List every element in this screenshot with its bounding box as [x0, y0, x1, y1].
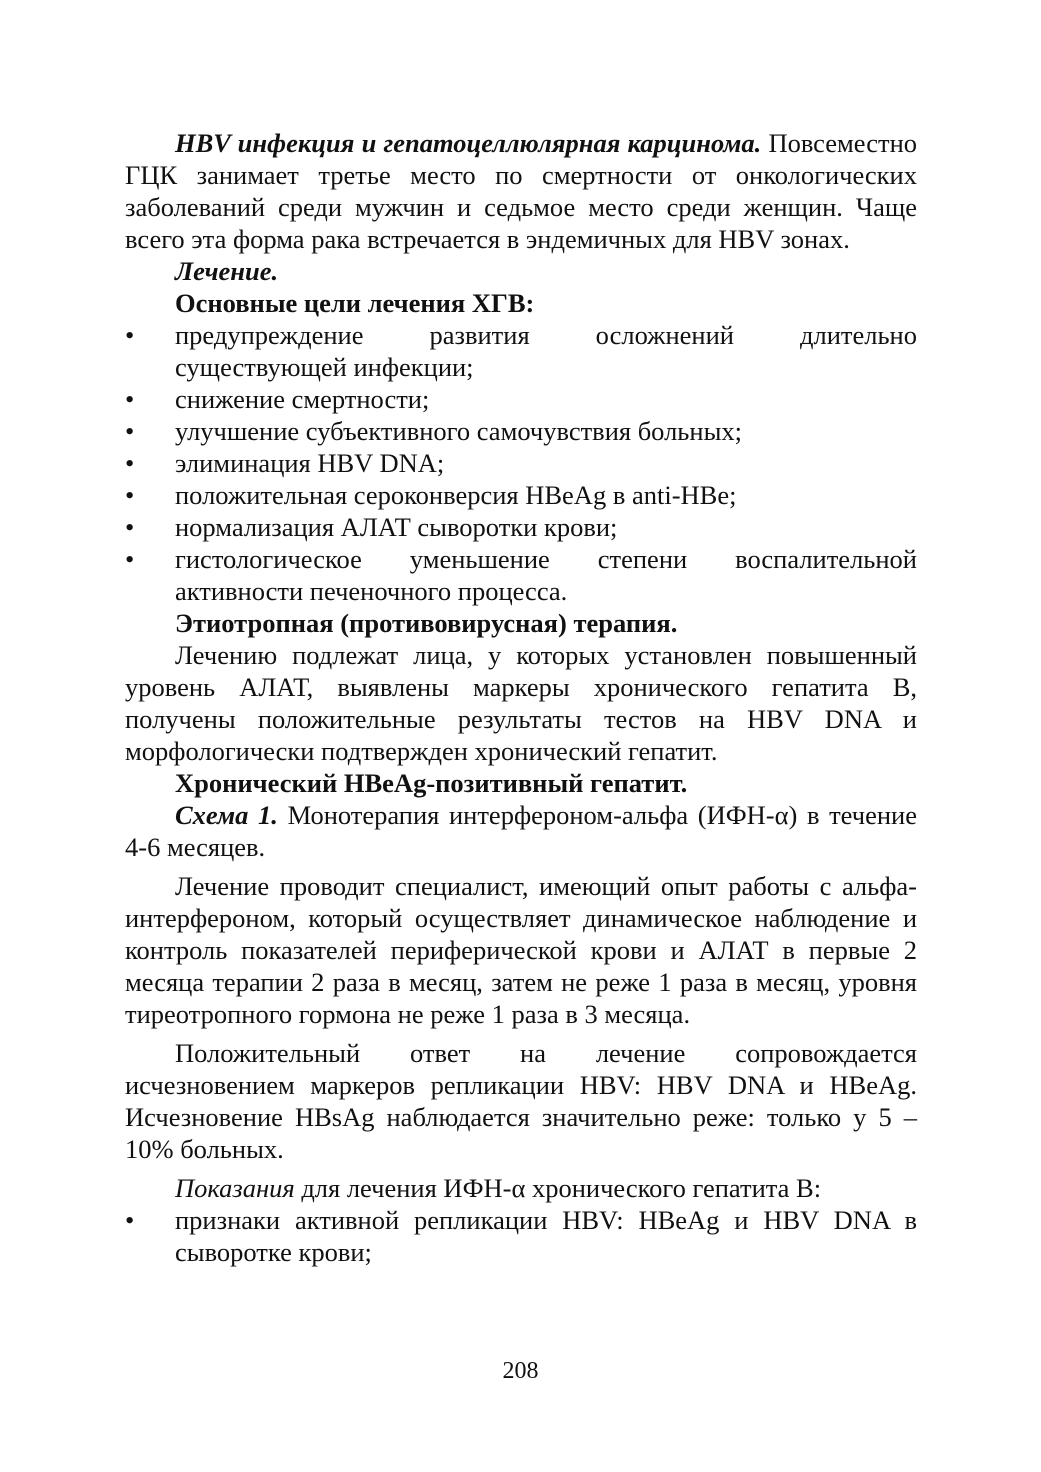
list-item-text: гистологическое уменьшение степени воспалительной активности печеночного процесса. [175, 544, 917, 606]
indications-text: для лечения ИФН-α хронического гепатита В: [294, 1173, 822, 1203]
list-item [125, 383, 917, 415]
list-item-text: нормализация АЛАТ сыворотки крови; [175, 512, 618, 542]
list-item [125, 479, 917, 511]
paragraph-hbv-hcc [125, 127, 917, 255]
etiotropic-heading: Этиотропная (противовирусная) терапия. [175, 608, 678, 638]
bullet-icon: • [125, 448, 135, 478]
list-item [125, 1204, 917, 1268]
paragraph-specialist: Лечение проводит специалист, имеющий опыт работы с альфа-интерфероном, который осуществляет динамическое наблюдение и контроль показателей периферической крови и АЛАТ в первые 2 месяца терапии 2 раза в месяц, затем не реже 1 раза в месяц, уровня тиреотропного гормона не реже 1 раза в 3 месяца. [125, 871, 917, 1029]
list-item-text: элиминация HBV DNA; [175, 448, 445, 478]
goals-list [125, 319, 917, 607]
bullet-icon: • [125, 512, 135, 542]
scheme-text: Монотерапия интерфероном-альфа (ИФН-α) в течение 4-6 месяцев. [125, 800, 917, 862]
paragraph-scheme-1 [125, 799, 917, 863]
paragraph-response: Положительный ответ на лечение сопровождается исчезновением маркеров репликации HBV: HBV DNA и HBeAg. Исчезновение HBsAg наблюдается значительно реже: только у 5 – 10% больных. [125, 1038, 917, 1164]
treatment-heading: Лечение. [175, 256, 279, 286]
paragraph-indications [125, 1172, 917, 1204]
paragraph-hbv-hcc-text: Повсеместно ГЦК занимает третье место по смертности от онкологических заболеваний среди мужчин и седьмое место среди женщин. Чаще всего эта форма рака встречается в эндемичных для HBV зонах. [125, 128, 917, 254]
bullet-icon: • [125, 320, 135, 350]
indications-list [125, 1204, 917, 1268]
page-number: 208 [502, 1358, 539, 1384]
page-body [125, 127, 917, 1268]
chronic-hbeag-heading: Хронический HBeAg-позитивный гепатит. [175, 768, 688, 798]
list-item [125, 511, 917, 543]
section-title-hbv-hcc: HBV инфекция и гепатоцеллюлярная карцинома. [175, 128, 762, 158]
scheme-label: Схема 1. [175, 800, 278, 830]
bullet-icon: • [125, 384, 135, 414]
list-item-text: положительная сероконверсия HBeAg в anti-HBe; [175, 480, 737, 510]
indications-label: Показания [175, 1173, 295, 1203]
list-item-text: признаки активной репликации HBV: HBeAg и HBV DNA в сыворотке крови; [175, 1205, 917, 1267]
list-item [125, 415, 917, 447]
paragraph-etiotropic: Лечению подлежат лица, у которых установлен повышенный уровень АЛАТ, выявлены маркеры хронического гепатита В, получены положительные результаты тестов на HBV DNA и морфологически подтвержден хронический гепатит. [125, 640, 917, 766]
list-item [125, 319, 917, 383]
list-item-text: улучшение субъективного самочувствия больных; [175, 416, 742, 446]
bullet-icon: • [125, 1205, 135, 1235]
bullet-icon: • [125, 416, 135, 446]
list-item [125, 543, 917, 607]
goals-heading: Основные цели лечения ХГВ: [175, 288, 535, 318]
bullet-icon: • [125, 544, 135, 574]
list-item-text: предупреждение развития осложнений длительно существующей инфекции; [175, 320, 917, 382]
list-item [125, 447, 917, 479]
list-item-text: снижение смертности; [175, 384, 430, 414]
bullet-icon: • [125, 480, 135, 510]
